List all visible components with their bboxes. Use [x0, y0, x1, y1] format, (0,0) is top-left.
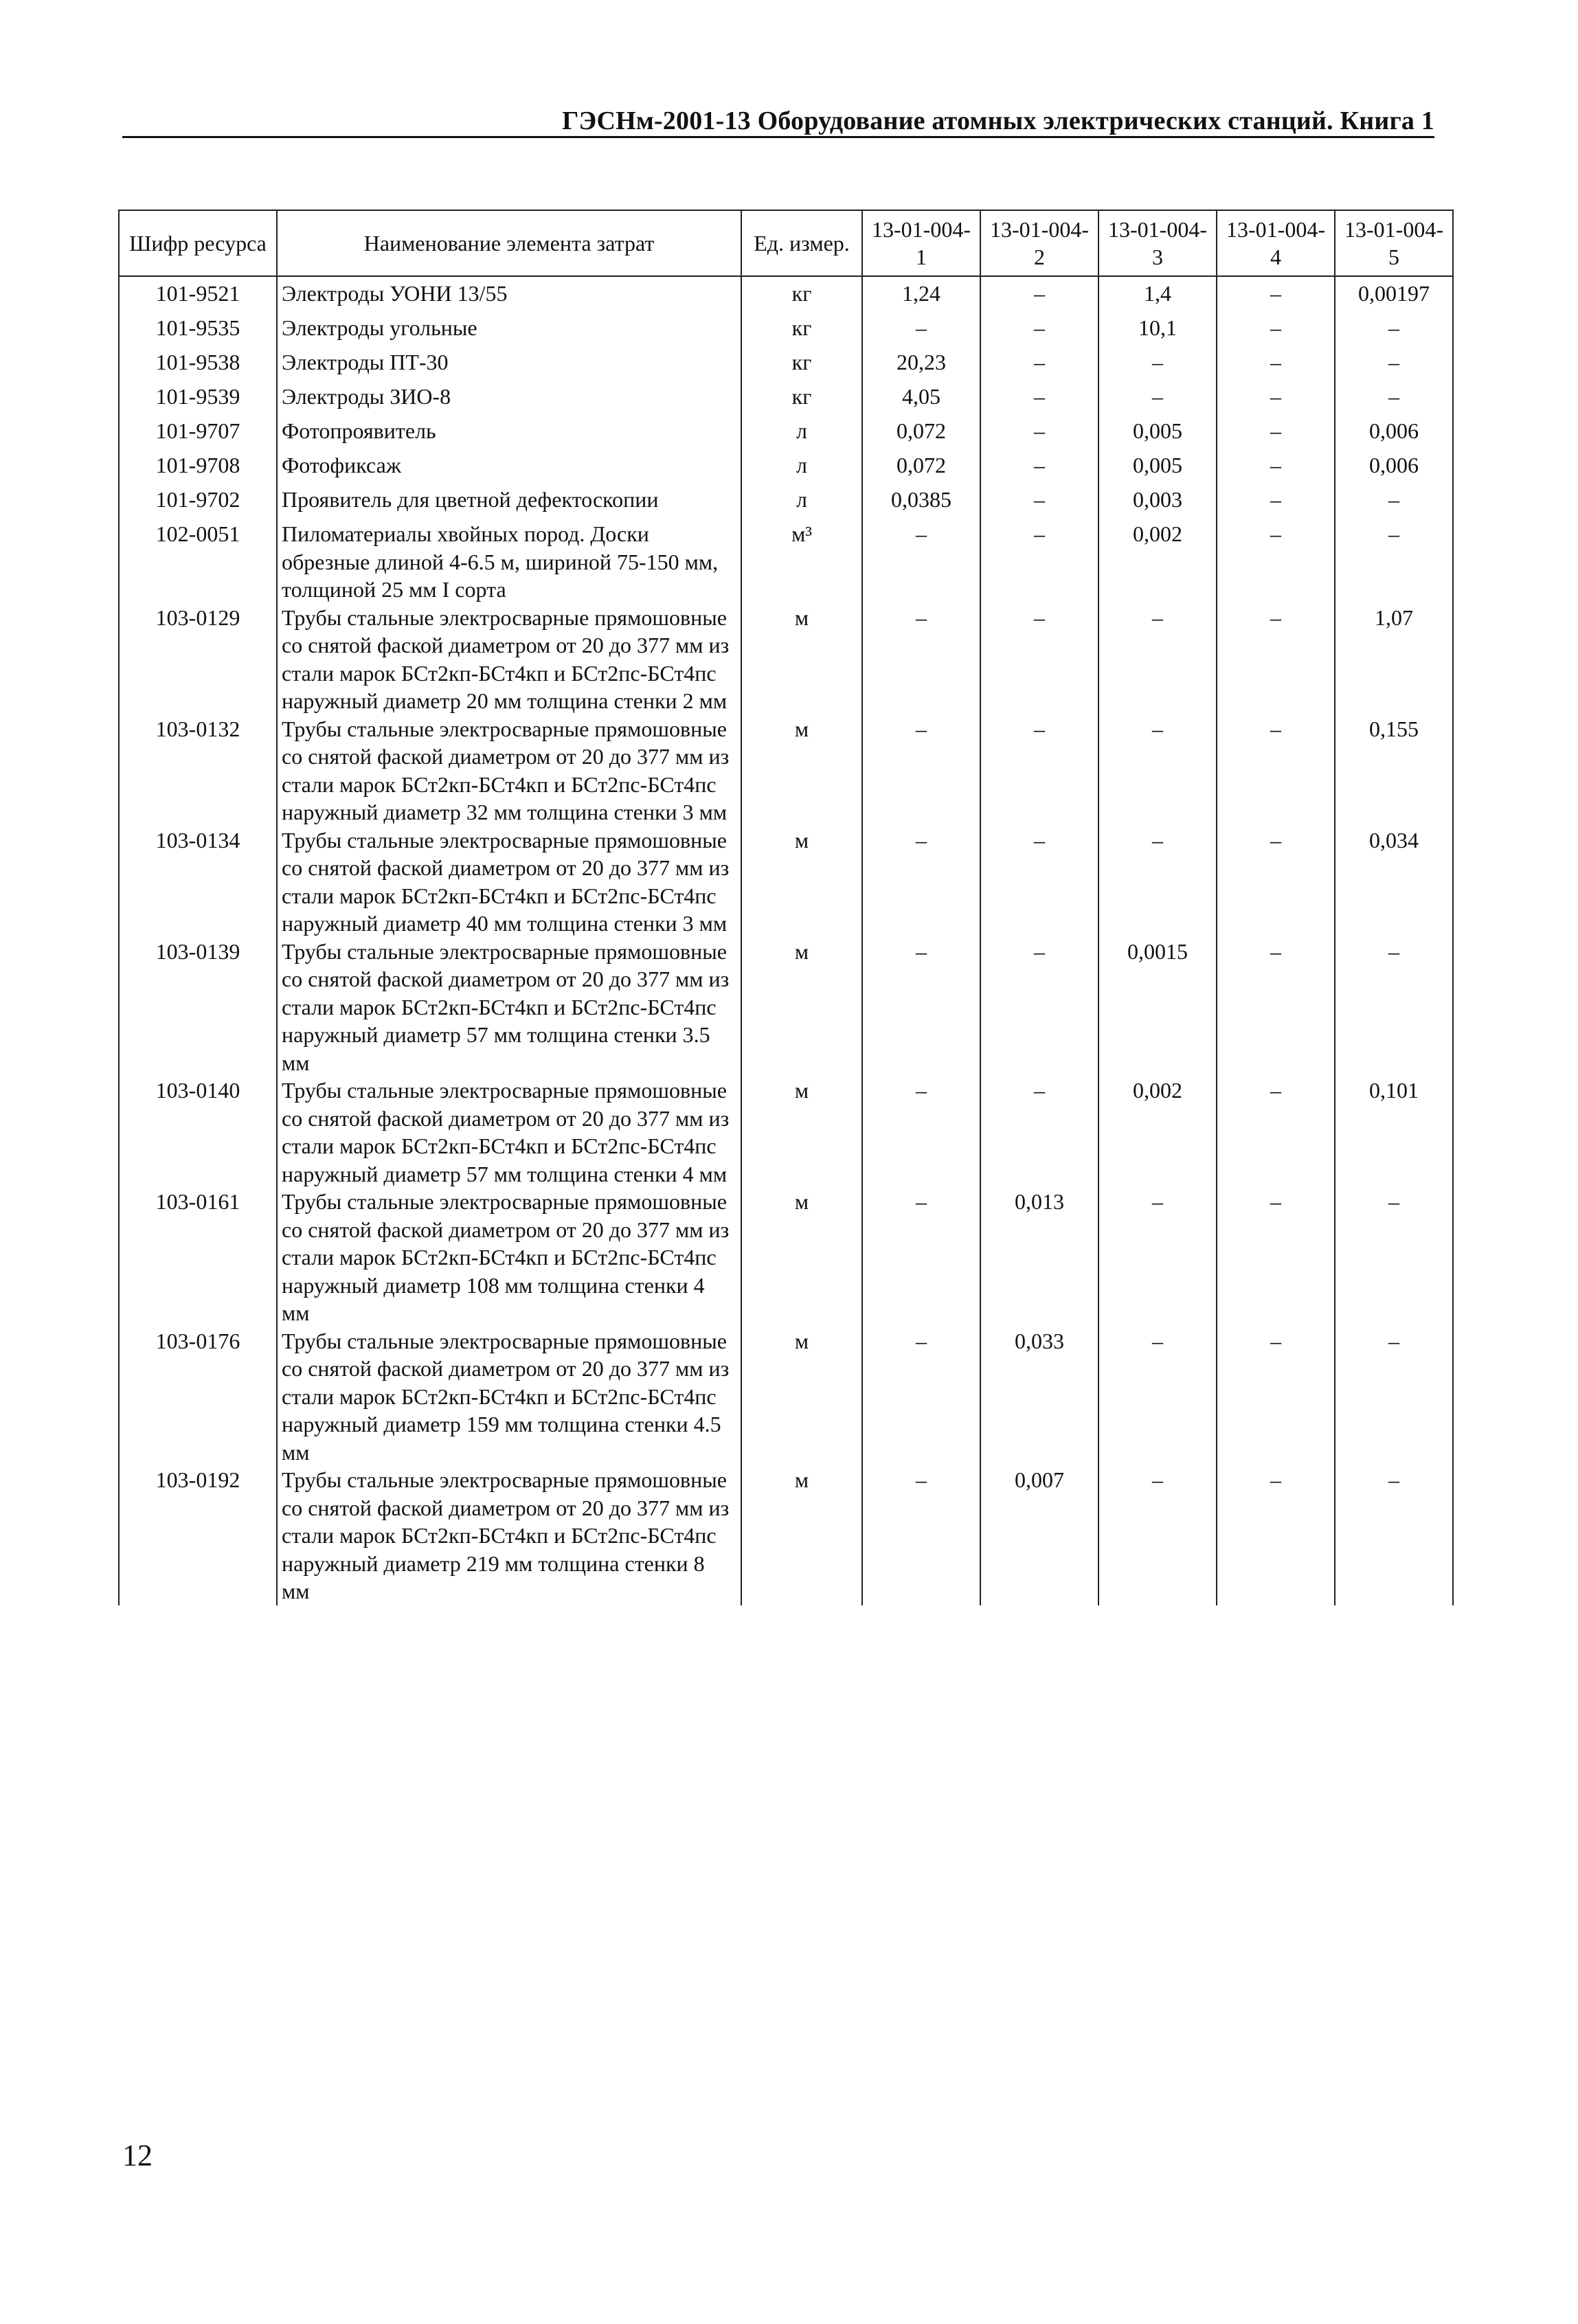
value-cell-c1: –: [862, 938, 980, 1077]
value-cell-c1: –: [862, 1327, 980, 1467]
value-cell-c3: 0,003: [1098, 486, 1217, 520]
value-cell-c3: –: [1098, 1188, 1217, 1327]
resource-name-cell: Фотофиксаж: [277, 451, 741, 486]
value-cell-c5: –: [1335, 1188, 1453, 1327]
unit-cell: л: [741, 417, 862, 451]
resource-name-cell: Фотопроявитель: [277, 417, 741, 451]
value-cell-c5: –: [1335, 383, 1453, 417]
unit-cell: м³: [741, 520, 862, 604]
table-body: [119, 276, 1453, 1605]
value-cell-c3: 0,002: [1098, 1076, 1217, 1188]
resource-code-cell: 101-9535: [119, 314, 277, 348]
table-row: [119, 417, 1453, 451]
value-cell-c1: –: [862, 1076, 980, 1188]
value-cell-c1: –: [862, 826, 980, 938]
value-cell-c2: –: [980, 486, 1098, 520]
value-cell-c4: –: [1217, 451, 1335, 486]
resource-code-cell: 101-9539: [119, 383, 277, 417]
column-header-c4: 13-01-004-4: [1217, 210, 1335, 276]
value-cell-c3: –: [1098, 1327, 1217, 1467]
value-cell-c5: 0,155: [1335, 715, 1453, 826]
unit-cell: кг: [741, 276, 862, 314]
value-cell-c5: –: [1335, 1466, 1453, 1605]
value-cell-c4: –: [1217, 1188, 1335, 1327]
table-header-row: [119, 210, 1453, 276]
value-cell-c4: –: [1217, 348, 1335, 383]
value-cell-c3: 0,005: [1098, 417, 1217, 451]
resource-code-cell: 101-9708: [119, 451, 277, 486]
value-cell-c5: 0,034: [1335, 826, 1453, 938]
value-cell-c5: –: [1335, 348, 1453, 383]
table-row: [119, 314, 1453, 348]
unit-cell: м: [741, 1466, 862, 1605]
resource-name-cell: Электроды угольные: [277, 314, 741, 348]
unit-cell: кг: [741, 314, 862, 348]
column-header-code: Шифр ресурса: [119, 210, 277, 276]
table-row: [119, 1327, 1453, 1467]
value-cell-c3: 0,002: [1098, 520, 1217, 604]
table-row: [119, 451, 1453, 486]
resource-code-cell: 101-9521: [119, 276, 277, 314]
value-cell-c2: –: [980, 348, 1098, 383]
unit-cell: м: [741, 715, 862, 826]
resource-name-cell: Трубы стальные электросварные прямошовные со снятой фаской диаметром от 20 до 377 мм из стали марок БСт2кп-БСт4кп и БСт2пс-БСт4пс наружный диаметр 32 мм толщина стенки 3 мм: [277, 715, 741, 826]
column-header-name: Наименование элемента затрат: [277, 210, 741, 276]
value-cell-c4: –: [1217, 276, 1335, 314]
value-cell-c1: 0,0385: [862, 486, 980, 520]
value-cell-c4: –: [1217, 1466, 1335, 1605]
value-cell-c1: –: [862, 604, 980, 715]
unit-cell: м: [741, 1076, 862, 1188]
value-cell-c2: –: [980, 383, 1098, 417]
value-cell-c4: –: [1217, 938, 1335, 1077]
value-cell-c2: –: [980, 451, 1098, 486]
value-cell-c4: –: [1217, 1076, 1335, 1188]
value-cell-c3: –: [1098, 1466, 1217, 1605]
resource-name-cell: Трубы стальные электросварные прямошовные со снятой фаской диаметром от 20 до 377 мм из стали марок БСт2кп-БСт4кп и БСт2пс-БСт4пс наружный диаметр 57 мм толщина стенки 4 мм: [277, 1076, 741, 1188]
resource-code-cell: 103-0134: [119, 826, 277, 938]
value-cell-c3: 0,0015: [1098, 938, 1217, 1077]
table-row: [119, 604, 1453, 715]
value-cell-c1: 20,23: [862, 348, 980, 383]
table-row: [119, 276, 1453, 314]
value-cell-c5: –: [1335, 314, 1453, 348]
value-cell-c2: –: [980, 715, 1098, 826]
value-cell-c4: –: [1217, 486, 1335, 520]
value-cell-c4: –: [1217, 715, 1335, 826]
value-cell-c1: –: [862, 715, 980, 826]
value-cell-c2: –: [980, 1076, 1098, 1188]
resource-code-cell: 103-0161: [119, 1188, 277, 1327]
unit-cell: м: [741, 1327, 862, 1467]
column-header-unit: Ед. измер.: [741, 210, 862, 276]
value-cell-c1: 4,05: [862, 383, 980, 417]
value-cell-c1: –: [862, 1188, 980, 1327]
value-cell-c4: –: [1217, 604, 1335, 715]
value-cell-c4: –: [1217, 314, 1335, 348]
resource-code-cell: 102-0051: [119, 520, 277, 604]
column-header-c3: 13-01-004-3: [1098, 210, 1217, 276]
table-row: [119, 348, 1453, 383]
resource-table: [118, 210, 1454, 1605]
value-cell-c3: –: [1098, 348, 1217, 383]
value-cell-c2: –: [980, 938, 1098, 1077]
resource-name-cell: Трубы стальные электросварные прямошовные со снятой фаской диаметром от 20 до 377 мм из стали марок БСт2кп-БСт4кп и БСт2пс-БСт4пс наружный диаметр 20 мм толщина стенки 2 мм: [277, 604, 741, 715]
page-header-title: ГЭСНм-2001-13 Оборудование атомных электрических станций. Книга 1: [562, 106, 1434, 135]
resource-code-cell: 103-0139: [119, 938, 277, 1077]
resource-code-cell: 103-0176: [119, 1327, 277, 1467]
table-row: [119, 938, 1453, 1077]
value-cell-c1: –: [862, 314, 980, 348]
value-cell-c2: –: [980, 417, 1098, 451]
resource-name-cell: Электроды ПТ-30: [277, 348, 741, 383]
value-cell-c3: –: [1098, 715, 1217, 826]
resource-code-cell: 103-0140: [119, 1076, 277, 1188]
value-cell-c4: –: [1217, 520, 1335, 604]
value-cell-c4: –: [1217, 826, 1335, 938]
resource-name-cell: Проявитель для цветной дефектоскопии: [277, 486, 741, 520]
resource-code-cell: 101-9702: [119, 486, 277, 520]
value-cell-c5: –: [1335, 938, 1453, 1077]
value-cell-c2: –: [980, 826, 1098, 938]
value-cell-c5: 0,006: [1335, 451, 1453, 486]
resource-name-cell: Электроды УОНИ 13/55: [277, 276, 741, 314]
column-header-c2: 13-01-004-2: [980, 210, 1098, 276]
value-cell-c2: 0,033: [980, 1327, 1098, 1467]
value-cell-c3: 1,4: [1098, 276, 1217, 314]
resource-code-cell: 101-9538: [119, 348, 277, 383]
table-row: [119, 1076, 1453, 1188]
value-cell-c2: –: [980, 276, 1098, 314]
value-cell-c5: 0,006: [1335, 417, 1453, 451]
unit-cell: кг: [741, 383, 862, 417]
value-cell-c5: 0,101: [1335, 1076, 1453, 1188]
value-cell-c4: –: [1217, 383, 1335, 417]
resource-code-cell: 103-0132: [119, 715, 277, 826]
resource-name-cell: Пиломатериалы хвойных пород. Доски обрезные длиной 4-6.5 м, шириной 75-150 мм, толщиной 25 мм I сорта: [277, 520, 741, 604]
value-cell-c5: 0,00197: [1335, 276, 1453, 314]
value-cell-c3: –: [1098, 383, 1217, 417]
unit-cell: м: [741, 604, 862, 715]
value-cell-c2: –: [980, 520, 1098, 604]
resource-name-cell: Трубы стальные электросварные прямошовные со снятой фаской диаметром от 20 до 377 мм из стали марок БСт2кп-БСт4кп и БСт2пс-БСт4пс наружный диаметр 108 мм толщина стенки 4 мм: [277, 1188, 741, 1327]
resource-code-cell: 103-0129: [119, 604, 277, 715]
resource-name-cell: Трубы стальные электросварные прямошовные со снятой фаской диаметром от 20 до 377 мм из стали марок БСт2кп-БСт4кп и БСт2пс-БСт4пс наружный диаметр 57 мм толщина стенки 3.5 мм: [277, 938, 741, 1077]
header-rule: [122, 136, 1434, 138]
value-cell-c1: 1,24: [862, 276, 980, 314]
resource-code-cell: 103-0192: [119, 1466, 277, 1605]
resource-name-cell: Трубы стальные электросварные прямошовные со снятой фаской диаметром от 20 до 377 мм из стали марок БСт2кп-БСт4кп и БСт2пс-БСт4пс наружный диаметр 219 мм толщина стенки 8 мм: [277, 1466, 741, 1605]
value-cell-c2: –: [980, 604, 1098, 715]
value-cell-c1: –: [862, 1466, 980, 1605]
resource-code-cell: 101-9707: [119, 417, 277, 451]
unit-cell: м: [741, 938, 862, 1077]
value-cell-c5: –: [1335, 1327, 1453, 1467]
value-cell-c2: 0,007: [980, 1466, 1098, 1605]
value-cell-c2: –: [980, 314, 1098, 348]
value-cell-c1: –: [862, 520, 980, 604]
value-cell-c5: 1,07: [1335, 604, 1453, 715]
column-header-c1: 13-01-004-1: [862, 210, 980, 276]
table-row: [119, 383, 1453, 417]
unit-cell: м: [741, 1188, 862, 1327]
value-cell-c1: 0,072: [862, 451, 980, 486]
value-cell-c3: –: [1098, 604, 1217, 715]
value-cell-c4: –: [1217, 417, 1335, 451]
unit-cell: кг: [741, 348, 862, 383]
value-cell-c4: –: [1217, 1327, 1335, 1467]
table-row: [119, 1188, 1453, 1327]
table-row: [119, 520, 1453, 604]
table-row: [119, 486, 1453, 520]
value-cell-c3: 10,1: [1098, 314, 1217, 348]
value-cell-c3: 0,005: [1098, 451, 1217, 486]
value-cell-c5: –: [1335, 520, 1453, 604]
unit-cell: л: [741, 451, 862, 486]
column-header-c5: 13-01-004-5: [1335, 210, 1453, 276]
resource-name-cell: Трубы стальные электросварные прямошовные со снятой фаской диаметром от 20 до 377 мм из стали марок БСт2кп-БСт4кп и БСт2пс-БСт4пс наружный диаметр 40 мм толщина стенки 3 мм: [277, 826, 741, 938]
table-row: [119, 715, 1453, 826]
value-cell-c5: –: [1335, 486, 1453, 520]
value-cell-c2: 0,013: [980, 1188, 1098, 1327]
page-number: 12: [122, 2139, 153, 2172]
value-cell-c3: –: [1098, 826, 1217, 938]
value-cell-c1: 0,072: [862, 417, 980, 451]
unit-cell: м: [741, 826, 862, 938]
resource-name-cell: Трубы стальные электросварные прямошовные со снятой фаской диаметром от 20 до 377 мм из стали марок БСт2кп-БСт4кп и БСт2пс-БСт4пс наружный диаметр 159 мм толщина стенки 4.5 мм: [277, 1327, 741, 1467]
unit-cell: л: [741, 486, 862, 520]
table-row: [119, 1466, 1453, 1605]
resource-name-cell: Электроды ЗИО-8: [277, 383, 741, 417]
table-row: [119, 826, 1453, 938]
